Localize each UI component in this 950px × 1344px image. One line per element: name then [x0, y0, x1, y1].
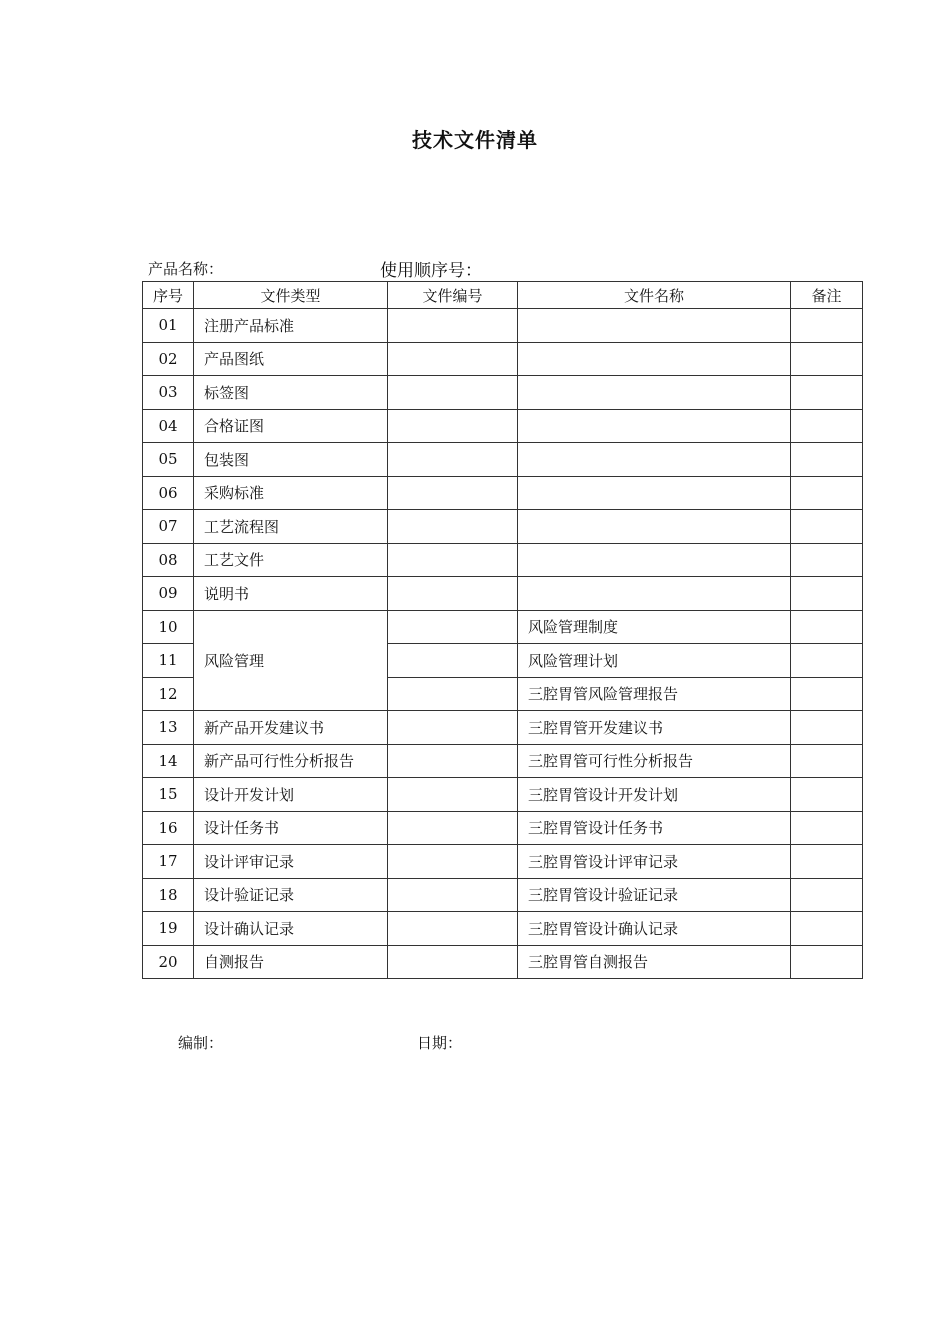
row-code: [388, 409, 518, 443]
row-type: 设计开发计划: [194, 778, 388, 812]
row-type: 标签图: [194, 376, 388, 410]
row-name: [518, 309, 791, 343]
row-code: [388, 811, 518, 845]
header-remark: 备注: [791, 282, 863, 309]
row-code: [388, 744, 518, 778]
table-row: [143, 711, 863, 745]
row-code: [388, 778, 518, 812]
row-code: [388, 543, 518, 577]
row-no: 06: [143, 476, 194, 510]
table-row: [143, 342, 863, 376]
document-list-table: [142, 281, 863, 979]
row-no: 17: [143, 845, 194, 879]
row-name: 三腔胃管可行性分析报告: [518, 744, 791, 778]
row-remark: [791, 912, 863, 946]
row-remark: [791, 945, 863, 979]
table-row: [143, 510, 863, 544]
row-name: [518, 476, 791, 510]
table-row: [143, 309, 863, 343]
row-code: [388, 476, 518, 510]
row-code: [388, 376, 518, 410]
row-type-merged: 风险管理: [194, 610, 388, 711]
row-remark: [791, 778, 863, 812]
row-no: 07: [143, 510, 194, 544]
row-name: [518, 543, 791, 577]
row-no: 09: [143, 577, 194, 611]
row-no: 11: [143, 644, 194, 678]
row-type: 合格证图: [194, 409, 388, 443]
row-name: 三腔胃管开发建议书: [518, 711, 791, 745]
row-no: 15: [143, 778, 194, 812]
row-no: 20: [143, 945, 194, 979]
row-name: 三腔胃管自测报告: [518, 945, 791, 979]
row-remark: [791, 510, 863, 544]
row-remark: [791, 878, 863, 912]
row-code: [388, 912, 518, 946]
row-code: [388, 577, 518, 611]
row-code: [388, 711, 518, 745]
row-remark: [791, 677, 863, 711]
table-row: [143, 543, 863, 577]
row-name: 三腔胃管设计任务书: [518, 811, 791, 845]
row-name: [518, 342, 791, 376]
row-type: 包装图: [194, 443, 388, 477]
row-name: [518, 376, 791, 410]
row-remark: [791, 644, 863, 678]
row-code: [388, 342, 518, 376]
row-code: [388, 878, 518, 912]
row-name: 三腔胃管风险管理报告: [518, 677, 791, 711]
table-row: [143, 376, 863, 410]
product-name-label: 产品名称：: [148, 260, 224, 278]
row-no: 10: [143, 610, 194, 644]
row-remark: [791, 342, 863, 376]
row-no: 08: [143, 543, 194, 577]
row-no: 04: [143, 409, 194, 443]
row-remark: [791, 443, 863, 477]
row-no: 14: [143, 744, 194, 778]
row-remark: [791, 476, 863, 510]
row-no: 13: [143, 711, 194, 745]
table-row: [143, 476, 863, 510]
row-code: [388, 644, 518, 678]
row-name: [518, 409, 791, 443]
row-code: [388, 677, 518, 711]
header-type: 文件类型: [194, 282, 388, 309]
row-remark: [791, 309, 863, 343]
table-row: [143, 778, 863, 812]
row-code: [388, 610, 518, 644]
row-type: 设计任务书: [194, 811, 388, 845]
row-no: 16: [143, 811, 194, 845]
row-name: [518, 577, 791, 611]
table-row: [143, 878, 863, 912]
header-no: 序号: [143, 282, 194, 309]
table-row: [143, 845, 863, 879]
row-no: 19: [143, 912, 194, 946]
row-name: 三腔胃管设计确认记录: [518, 912, 791, 946]
row-name: 三腔胃管设计评审记录: [518, 845, 791, 879]
date-label: 日期：: [417, 1034, 463, 1052]
row-type: 自测报告: [194, 945, 388, 979]
row-type: 产品图纸: [194, 342, 388, 376]
row-remark: [791, 711, 863, 745]
row-name: [518, 510, 791, 544]
table-header-row: [143, 282, 863, 309]
row-type: 设计验证记录: [194, 878, 388, 912]
sequence-number-label: 使用顺序号：: [380, 261, 482, 281]
table-row: [143, 443, 863, 477]
page-title: 技术文件清单: [412, 128, 538, 152]
row-name: [518, 443, 791, 477]
row-type: 新产品可行性分析报告: [194, 744, 388, 778]
row-remark: [791, 610, 863, 644]
row-remark: [791, 811, 863, 845]
row-type: 设计确认记录: [194, 912, 388, 946]
row-type: 说明书: [194, 577, 388, 611]
row-no: 02: [143, 342, 194, 376]
row-remark: [791, 409, 863, 443]
row-code: [388, 945, 518, 979]
row-name: 三腔胃管设计开发计划: [518, 778, 791, 812]
row-remark: [791, 376, 863, 410]
row-remark: [791, 543, 863, 577]
row-code: [388, 845, 518, 879]
row-name: 三腔胃管设计验证记录: [518, 878, 791, 912]
row-remark: [791, 744, 863, 778]
editor-label: 编制：: [178, 1034, 224, 1052]
row-type: 新产品开发建议书: [194, 711, 388, 745]
table-row: [143, 811, 863, 845]
row-no: 12: [143, 677, 194, 711]
row-no: 01: [143, 309, 194, 343]
row-type: 设计评审记录: [194, 845, 388, 879]
table-row: [143, 409, 863, 443]
row-no: 05: [143, 443, 194, 477]
row-name: 风险管理计划: [518, 644, 791, 678]
table-row: [143, 610, 863, 644]
header-name: 文件名称: [518, 282, 791, 309]
row-type: 工艺文件: [194, 543, 388, 577]
table-row: [143, 945, 863, 979]
row-code: [388, 309, 518, 343]
row-type: 工艺流程图: [194, 510, 388, 544]
row-name: 风险管理制度: [518, 610, 791, 644]
row-no: 03: [143, 376, 194, 410]
row-remark: [791, 845, 863, 879]
table-row: [143, 744, 863, 778]
table-row: [143, 577, 863, 611]
row-type: 注册产品标准: [194, 309, 388, 343]
row-type: 采购标准: [194, 476, 388, 510]
row-code: [388, 510, 518, 544]
row-no: 18: [143, 878, 194, 912]
header-code: 文件编号: [388, 282, 518, 309]
table-row: [143, 912, 863, 946]
row-code: [388, 443, 518, 477]
row-remark: [791, 577, 863, 611]
